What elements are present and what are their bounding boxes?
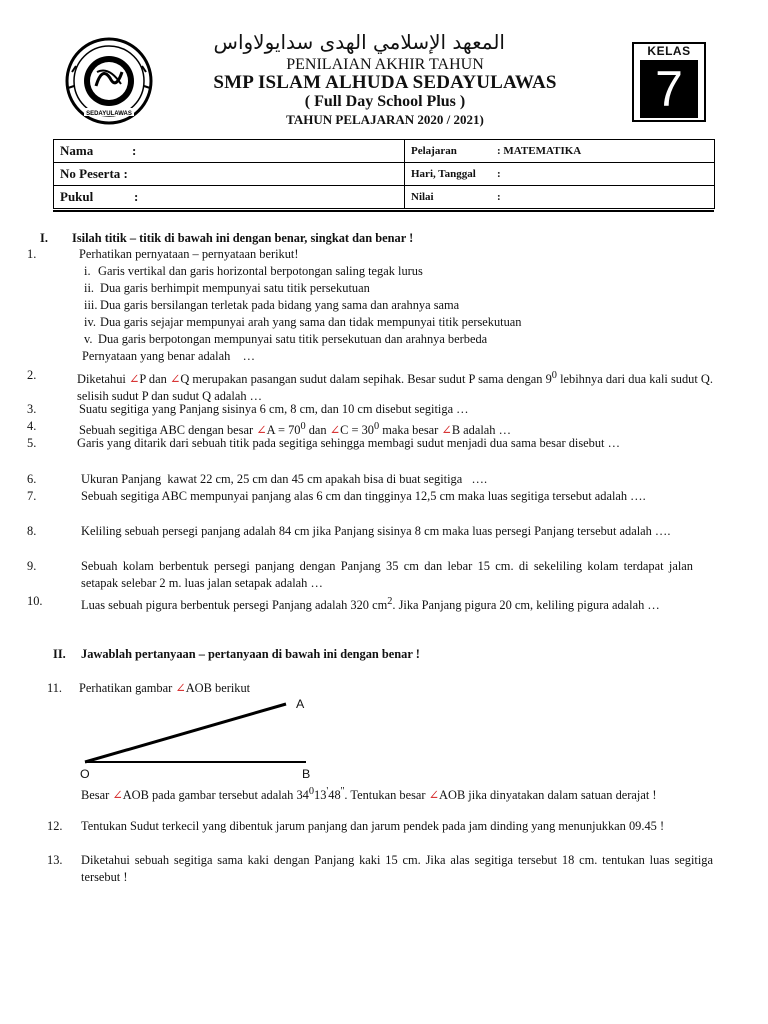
school-logo — [64, 36, 154, 126]
grade-label: KELAS — [647, 44, 691, 58]
section-title: Jawablah pertanyaan – pertanyaan di bawah ini dengan benar ! — [81, 647, 420, 661]
info-row — [54, 186, 715, 209]
subject-value: : MATEMATIKA — [497, 145, 582, 157]
statement-item — [84, 331, 487, 348]
score-field[interactable] — [405, 186, 715, 209]
angle-symbol: ∠ — [256, 423, 267, 438]
point-label-o: O — [80, 767, 90, 781]
angle-symbol: ∠ — [441, 423, 452, 438]
statement-item — [84, 314, 522, 331]
colon: : — [132, 143, 137, 158]
academic-year: TAHUN PELAJARAN 2020 / 2021) — [286, 112, 484, 127]
statement-text: Garis vertikal dan garis horizontal berpotongan saling tegak lurus — [98, 264, 423, 278]
question-number: 5. — [27, 436, 37, 450]
question-text: Garis yang ditarik dari sebuah titik pada segitiga sehingga membagi sudut menjadi dua sama besar disebut … — [77, 436, 620, 450]
program-name: ( Full Day School Plus ) — [304, 93, 466, 110]
angle-symbol: ∠ — [175, 681, 186, 695]
table-divider — [53, 210, 714, 212]
angle-symbol: ∠ — [329, 423, 341, 438]
roman-numeral: iv. — [84, 315, 96, 329]
statement-text: Dua garis sejajar mempunyai arah yang sama dan tidak mempunyai titik persekutuan — [100, 315, 522, 329]
roman-numeral: v. — [84, 332, 93, 346]
roman-numeral: ii. — [84, 281, 94, 295]
question-number: 10. — [27, 594, 43, 608]
statement-text: Dua garis berhimpit mempunyai satu titik persekutuan — [100, 281, 370, 295]
participant-number-label: No Peserta : — [60, 166, 128, 181]
student-info-table — [53, 139, 715, 209]
time-label: Pukul — [60, 189, 94, 204]
statement-text: Dua garis berpotongan mempunyai satu titik persekutuan dan arahnya berbeda — [98, 332, 488, 346]
question-number: 9. — [27, 559, 37, 573]
question-text: Tentukan Sudut terkecil yang dibentuk jarum panjang dan jarum pendek pada jam dinding yang menunjukkan 09.45 ! — [81, 819, 665, 833]
statement-item — [84, 280, 370, 297]
section-heading — [53, 646, 420, 663]
info-row — [54, 163, 715, 186]
exam-title: PENILAIAN AKHIR TAHUN — [286, 56, 484, 73]
colon: : — [497, 191, 501, 203]
question-text: Sebuah segitiga ABC dengan besar ∠A = $70^0$ dan ∠C = $30^0$ maka besar ∠B adalah … — [79, 421, 511, 438]
grade-badge — [632, 42, 706, 122]
statement-item — [84, 297, 459, 314]
grade-number: 7 — [640, 60, 698, 118]
angle-symbol: ∠ — [112, 788, 123, 803]
ray-oa — [85, 704, 286, 762]
logo-text: SEDAYULAWAS — [86, 111, 132, 117]
question-text: Sebuah segitiga ABC mempunyai panjang alas 6 cm dan tingginya 12,5 cm maka luas segitiga tersebut adalah …. — [81, 489, 646, 503]
info-row — [54, 140, 715, 163]
question-number: 1. — [27, 247, 37, 261]
school-name: SMP ISLAM ALHUDA SEDAYULAWAS — [213, 72, 557, 93]
arabic-calligraphy-title: المعهد الإسلامي الهدى سدايولاواس — [213, 30, 505, 54]
point-label-a: A — [296, 697, 305, 711]
question-number: 2. — [27, 368, 37, 382]
question-text: Luas sebuah pigura berbentuk persegi Panjang adalah 320 $cm^2$. Jika Panjang pigura 20 cm, keliling pigura adalah … — [81, 596, 660, 613]
question-text: Suatu segitiga yang Panjang sisinya 6 cm, 8 cm, dan 10 cm disebut segitiga … — [79, 402, 469, 416]
question-text: Besar ∠AOB pada gambar tersebut adalah $34^013'48''$. Tentukan besar ∠AOB jika dinyatakan dalam satuan derajat ! — [81, 786, 657, 803]
name-field[interactable] — [54, 140, 405, 163]
angle-symbol: ∠ — [128, 372, 140, 387]
question-text: Diketahui ∠P dan ∠Q merupakan pasangan sudut dalam sepihak. Besar sudut P sama dengan $9^0$ lebihnya dari dua kali sudut Q. selisih sudut P dan sudut Q adalah … — [77, 370, 713, 404]
question-number: 7. — [27, 489, 37, 503]
participant-number-field[interactable] — [54, 163, 405, 186]
section-number: II. — [53, 647, 66, 661]
date-field[interactable] — [405, 163, 715, 186]
section-title: Isilah titik – titik di bawah ini dengan benar, singkat dan benar ! — [72, 231, 414, 245]
question-text: Keliling sebuah persegi panjang adalah 84 cm jika Panjang sisinya 8 cm maka luas persegi Panjang tersebut adalah …. — [81, 524, 671, 538]
score-label: Nilai — [411, 191, 434, 203]
question-number: 6. — [27, 472, 37, 486]
question-number: 3. — [27, 402, 37, 416]
roman-numeral: iii. — [84, 298, 98, 312]
question-text: Diketahui sebuah segitiga sama kaki dengan Panjang kaki 15 cm. Jika alas segitiga tersebut 18 cm. tentukan luas segitiga tersebut ! — [81, 853, 713, 884]
point-label-b: B — [302, 767, 311, 781]
question-number: 11. — [47, 681, 63, 695]
question-closing: Pernyataan yang benar adalah … — [82, 349, 256, 363]
question-number: 13. — [47, 853, 63, 867]
date-label: Hari, Tanggal — [411, 168, 476, 180]
colon: : — [497, 168, 501, 180]
time-field[interactable] — [54, 186, 405, 209]
angle-symbol: ∠ — [428, 788, 440, 803]
colon: : — [134, 189, 139, 204]
question-11-prompt — [81, 783, 713, 804]
question-text: Perhatikan pernyataan – pernyataan berikut! — [79, 247, 299, 261]
question-text: Perhatikan gambar ∠AOB berikut — [79, 681, 251, 695]
section-number: I. — [40, 231, 48, 245]
subject-field — [405, 140, 715, 163]
question-text: Sebuah kolam berbentuk persegi panjang dengan Panjang 35 cm dan lebar 15 cm. di sekeliling kolam terdapat jalan setapak selebar 2 m. luas jalan setapak adalah … — [81, 559, 693, 590]
statement-item — [84, 263, 423, 280]
section-heading — [40, 230, 413, 247]
question-text: Ukuran Panjang kawat 22 cm, 25 cm dan 45 cm apakah bisa di buat segitiga …. — [81, 472, 488, 486]
name-label: Nama — [60, 143, 94, 158]
question-number: 8. — [27, 524, 37, 538]
roman-numeral: i. — [84, 264, 91, 278]
subject-label: Pelajaran — [411, 145, 457, 157]
question-number: 4. — [27, 419, 37, 433]
statement-text: Dua garis bersilangan terletak pada bidang yang sama dan arahnya sama — [100, 298, 460, 312]
angle-symbol: ∠ — [169, 372, 181, 387]
question-number: 12. — [47, 819, 63, 833]
angle-aob-figure — [80, 700, 330, 780]
